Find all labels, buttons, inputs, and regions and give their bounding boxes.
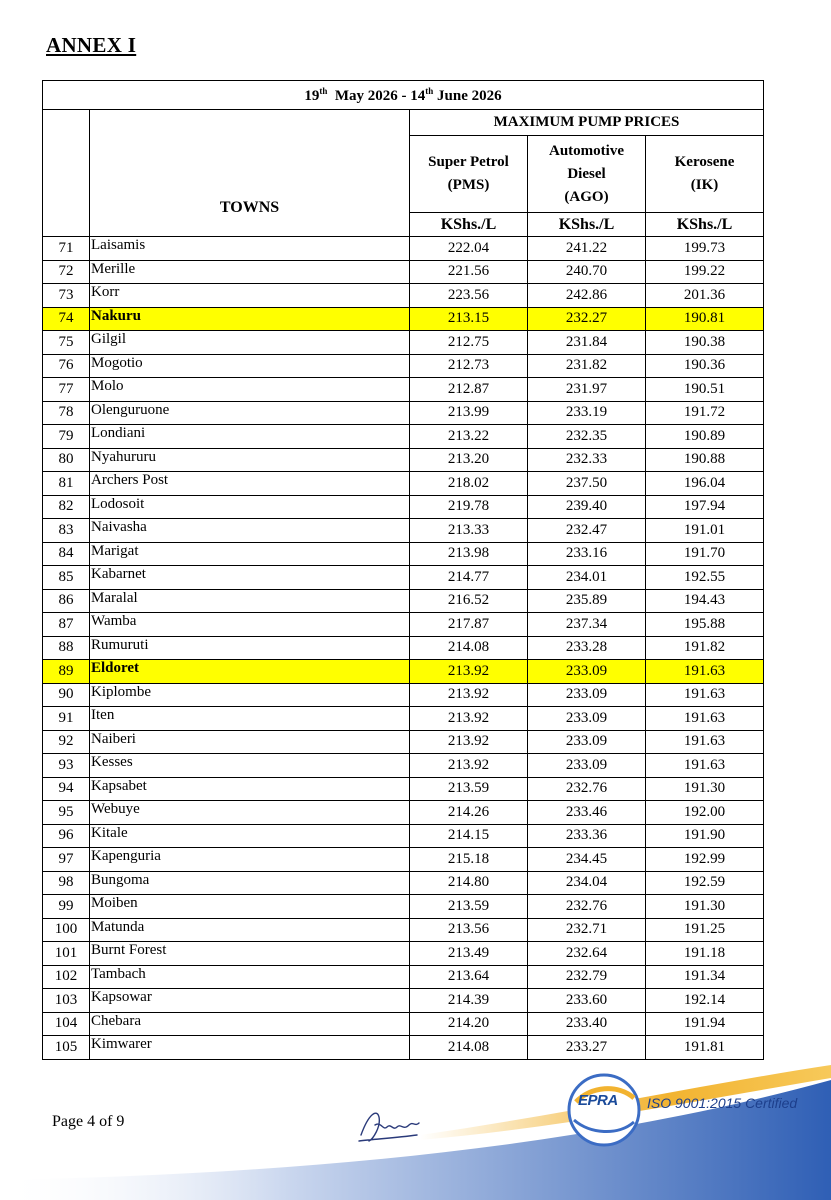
row-number: 77 <box>43 378 90 402</box>
price-pms: 222.04 <box>410 237 528 261</box>
row-number: 98 <box>43 871 90 895</box>
price-ago: 233.09 <box>528 730 646 754</box>
price-ago: 232.33 <box>528 448 646 472</box>
price-ago: 232.47 <box>528 519 646 543</box>
row-number: 103 <box>43 989 90 1013</box>
fuel-ago-line3: (AGO) <box>564 188 609 205</box>
price-ik: 191.30 <box>646 895 764 919</box>
table-row <box>43 401 764 425</box>
town-name: Olenguruone <box>90 401 410 425</box>
price-pms: 213.15 <box>410 307 528 331</box>
price-ik: 190.81 <box>646 307 764 331</box>
price-ik: 201.36 <box>646 284 764 308</box>
price-ago: 233.19 <box>528 401 646 425</box>
table-row <box>43 707 764 731</box>
price-ago: 233.09 <box>528 683 646 707</box>
row-number: 74 <box>43 307 90 331</box>
town-name: Chebara <box>90 1012 410 1036</box>
table-row <box>43 1012 764 1036</box>
price-ik: 191.34 <box>646 965 764 989</box>
towns-header: TOWNS <box>90 110 410 237</box>
town-name: Iten <box>90 707 410 731</box>
row-number: 78 <box>43 401 90 425</box>
town-name: Londiani <box>90 425 410 449</box>
unit-pms: KShs./L <box>410 213 528 237</box>
row-number: 93 <box>43 754 90 778</box>
row-number: 79 <box>43 425 90 449</box>
pump-prices-table <box>42 80 764 1060</box>
town-name: Rumuruti <box>90 636 410 660</box>
price-ago: 239.40 <box>528 495 646 519</box>
table-row <box>43 237 764 261</box>
price-pms: 213.20 <box>410 448 528 472</box>
price-pms: 223.56 <box>410 284 528 308</box>
row-number: 100 <box>43 918 90 942</box>
price-pms: 213.92 <box>410 660 528 684</box>
price-rows <box>43 237 764 1060</box>
town-name: Archers Post <box>90 472 410 496</box>
table-row <box>43 425 764 449</box>
price-ago: 232.35 <box>528 425 646 449</box>
row-number: 82 <box>43 495 90 519</box>
town-name: Nyahururu <box>90 448 410 472</box>
price-ik: 191.94 <box>646 1012 764 1036</box>
price-ago: 233.09 <box>528 660 646 684</box>
price-pms: 221.56 <box>410 260 528 284</box>
price-ago: 234.04 <box>528 871 646 895</box>
price-pms: 214.39 <box>410 989 528 1013</box>
price-ik: 192.99 <box>646 848 764 872</box>
price-ago: 237.50 <box>528 472 646 496</box>
row-number: 75 <box>43 331 90 355</box>
price-ik: 191.30 <box>646 777 764 801</box>
price-pms: 213.98 <box>410 542 528 566</box>
row-number: 95 <box>43 801 90 825</box>
signature-image <box>355 1105 425 1147</box>
row-number: 72 <box>43 260 90 284</box>
town-name: Lodosoit <box>90 495 410 519</box>
row-number: 83 <box>43 519 90 543</box>
table-row <box>43 260 764 284</box>
price-pms: 212.73 <box>410 354 528 378</box>
row-number: 92 <box>43 730 90 754</box>
price-pms: 214.80 <box>410 871 528 895</box>
row-number: 71 <box>43 237 90 261</box>
town-name: Kapsowar <box>90 989 410 1013</box>
price-ago: 232.76 <box>528 777 646 801</box>
price-ago: 232.76 <box>528 895 646 919</box>
price-ik: 191.63 <box>646 683 764 707</box>
price-ik: 199.73 <box>646 237 764 261</box>
price-ago: 234.01 <box>528 566 646 590</box>
price-ago: 233.09 <box>528 754 646 778</box>
price-pms: 218.02 <box>410 472 528 496</box>
price-ago: 242.86 <box>528 284 646 308</box>
row-number: 76 <box>43 354 90 378</box>
row-number: 73 <box>43 284 90 308</box>
table-row <box>43 589 764 613</box>
town-name: Kimwarer <box>90 1036 410 1060</box>
price-pms: 213.92 <box>410 707 528 731</box>
table-row <box>43 895 764 919</box>
price-pms: 215.18 <box>410 848 528 872</box>
price-pms: 213.59 <box>410 777 528 801</box>
row-number: 94 <box>43 777 90 801</box>
price-ik: 191.81 <box>646 1036 764 1060</box>
row-number: 84 <box>43 542 90 566</box>
table-row <box>43 1036 764 1060</box>
price-pms: 217.87 <box>410 613 528 637</box>
price-pms: 213.56 <box>410 918 528 942</box>
table-row <box>43 801 764 825</box>
price-ago: 232.79 <box>528 965 646 989</box>
price-ik: 191.63 <box>646 730 764 754</box>
town-name: Korr <box>90 284 410 308</box>
town-name: Mogotio <box>90 354 410 378</box>
row-number: 102 <box>43 965 90 989</box>
price-ik: 191.01 <box>646 519 764 543</box>
price-pms: 213.92 <box>410 754 528 778</box>
table-row <box>43 448 764 472</box>
town-name: Gilgil <box>90 331 410 355</box>
price-ik: 191.90 <box>646 824 764 848</box>
table-row <box>43 871 764 895</box>
price-pms: 213.99 <box>410 401 528 425</box>
town-name: Eldoret <box>90 660 410 684</box>
town-name: Kesses <box>90 754 410 778</box>
unit-ik: KShs./L <box>646 213 764 237</box>
row-number: 96 <box>43 824 90 848</box>
row-number: 90 <box>43 683 90 707</box>
table-row <box>43 777 764 801</box>
table-row <box>43 472 764 496</box>
row-number: 101 <box>43 942 90 966</box>
row-number: 80 <box>43 448 90 472</box>
price-ik: 190.89 <box>646 425 764 449</box>
town-name: Maralal <box>90 589 410 613</box>
table-row <box>43 378 764 402</box>
table-row <box>43 848 764 872</box>
price-ik: 192.59 <box>646 871 764 895</box>
fuel-header-ago <box>528 136 646 213</box>
table-row <box>43 918 764 942</box>
price-pms: 212.75 <box>410 331 528 355</box>
row-number: 85 <box>43 566 90 590</box>
price-ik: 199.22 <box>646 260 764 284</box>
town-name: Burnt Forest <box>90 942 410 966</box>
row-number: 86 <box>43 589 90 613</box>
price-ago: 235.89 <box>528 589 646 613</box>
price-pms: 214.77 <box>410 566 528 590</box>
fuel-header-ik <box>646 136 764 213</box>
price-ik: 195.88 <box>646 613 764 637</box>
price-pms: 214.20 <box>410 1012 528 1036</box>
price-pms: 213.92 <box>410 730 528 754</box>
town-name: Nakuru <box>90 307 410 331</box>
price-ago: 233.40 <box>528 1012 646 1036</box>
price-ik: 191.63 <box>646 707 764 731</box>
annex-title: ANNEX I <box>46 33 137 57</box>
price-pms: 214.26 <box>410 801 528 825</box>
price-ik: 191.70 <box>646 542 764 566</box>
price-ago: 233.28 <box>528 636 646 660</box>
epra-logo-icon <box>566 1072 642 1148</box>
fuel-pms-line2: (PMS) <box>447 177 490 193</box>
price-ago: 232.71 <box>528 918 646 942</box>
period-start-day: 19 <box>304 87 320 104</box>
price-ago: 234.45 <box>528 848 646 872</box>
price-pms: 214.15 <box>410 824 528 848</box>
price-pms: 214.08 <box>410 1036 528 1060</box>
row-number: 97 <box>43 848 90 872</box>
price-ik: 191.72 <box>646 401 764 425</box>
price-ik: 192.14 <box>646 989 764 1013</box>
table-row <box>43 354 764 378</box>
fuel-ago-line2: Diesel <box>567 165 606 182</box>
unit-ago: KShs./L <box>528 213 646 237</box>
town-name: Laisamis <box>90 237 410 261</box>
price-ago: 233.60 <box>528 989 646 1013</box>
fuel-pms-line1: Super Petrol <box>428 154 509 170</box>
row-number: 104 <box>43 1012 90 1036</box>
table-row <box>43 660 764 684</box>
price-ago: 241.22 <box>528 237 646 261</box>
town-name: Kitale <box>90 824 410 848</box>
table-row <box>43 519 764 543</box>
price-ik: 190.88 <box>646 448 764 472</box>
town-name: Webuye <box>90 801 410 825</box>
page-number: Page 4 of 9 <box>52 1113 125 1130</box>
pricing-period <box>43 81 764 110</box>
price-ik: 191.63 <box>646 660 764 684</box>
price-ik: 191.63 <box>646 754 764 778</box>
price-ik: 191.82 <box>646 636 764 660</box>
price-ago: 231.84 <box>528 331 646 355</box>
period-end-rest: June 2026 <box>437 87 502 104</box>
row-number: 91 <box>43 707 90 731</box>
town-name: Naivasha <box>90 519 410 543</box>
price-pms: 213.64 <box>410 965 528 989</box>
town-name: Kabarnet <box>90 566 410 590</box>
price-ago: 232.27 <box>528 307 646 331</box>
price-ago: 237.34 <box>528 613 646 637</box>
price-ik: 197.94 <box>646 495 764 519</box>
table-row <box>43 730 764 754</box>
epra-logo-text: EPRA <box>578 1092 618 1109</box>
row-number: 105 <box>43 1036 90 1060</box>
table-row <box>43 965 764 989</box>
price-pms: 216.52 <box>410 589 528 613</box>
period-start-rest: May 2026 - 14 <box>334 87 426 104</box>
table-row <box>43 542 764 566</box>
price-pms: 214.08 <box>410 636 528 660</box>
price-ik: 191.18 <box>646 942 764 966</box>
table-row <box>43 754 764 778</box>
town-name: Bungoma <box>90 871 410 895</box>
price-ago: 232.64 <box>528 942 646 966</box>
town-name: Kapsabet <box>90 777 410 801</box>
price-pms: 219.78 <box>410 495 528 519</box>
town-name: Kiplombe <box>90 683 410 707</box>
row-number: 99 <box>43 895 90 919</box>
price-pms: 212.87 <box>410 378 528 402</box>
period-end-suffix: th <box>425 85 434 96</box>
price-ago: 233.46 <box>528 801 646 825</box>
price-ik: 191.25 <box>646 918 764 942</box>
town-name: Kapenguria <box>90 848 410 872</box>
price-pms: 213.92 <box>410 683 528 707</box>
town-name: Moiben <box>90 895 410 919</box>
fuel-ik-line1: Kerosene <box>674 154 735 170</box>
price-ik: 194.43 <box>646 589 764 613</box>
price-pms: 213.59 <box>410 895 528 919</box>
fuel-ik-line2: (IK) <box>690 177 719 193</box>
table-row <box>43 566 764 590</box>
max-pump-prices-header: MAXIMUM PUMP PRICES <box>410 110 764 136</box>
table-row <box>43 942 764 966</box>
price-ago: 231.82 <box>528 354 646 378</box>
town-name: Wamba <box>90 613 410 637</box>
price-ik: 192.55 <box>646 566 764 590</box>
table-row <box>43 989 764 1013</box>
period-start-suffix: th <box>319 85 328 96</box>
row-number: 81 <box>43 472 90 496</box>
price-ago: 233.36 <box>528 824 646 848</box>
price-ago: 231.97 <box>528 378 646 402</box>
town-name: Naiberi <box>90 730 410 754</box>
price-ik: 190.51 <box>646 378 764 402</box>
fuel-header-pms <box>410 136 528 213</box>
price-pms: 213.49 <box>410 942 528 966</box>
town-name: Tambach <box>90 965 410 989</box>
price-ik: 196.04 <box>646 472 764 496</box>
price-ago: 233.09 <box>528 707 646 731</box>
table-row <box>43 824 764 848</box>
town-name: Marigat <box>90 542 410 566</box>
price-ik: 190.38 <box>646 331 764 355</box>
town-name: Matunda <box>90 918 410 942</box>
fuel-ago-line1: Automotive <box>549 142 624 159</box>
iso-certification: ISO 9001:2015 Certified <box>647 1095 798 1111</box>
price-pms: 213.22 <box>410 425 528 449</box>
table-row <box>43 636 764 660</box>
price-ago: 233.16 <box>528 542 646 566</box>
table-row <box>43 307 764 331</box>
num-header-cell <box>43 110 90 237</box>
row-number: 87 <box>43 613 90 637</box>
town-name: Molo <box>90 378 410 402</box>
price-ago: 240.70 <box>528 260 646 284</box>
table-row <box>43 613 764 637</box>
table-row <box>43 683 764 707</box>
row-number: 88 <box>43 636 90 660</box>
row-number: 89 <box>43 660 90 684</box>
table-row <box>43 331 764 355</box>
table-row <box>43 495 764 519</box>
price-ik: 190.36 <box>646 354 764 378</box>
price-pms: 213.33 <box>410 519 528 543</box>
table-row <box>43 284 764 308</box>
town-name: Merille <box>90 260 410 284</box>
price-ago: 233.27 <box>528 1036 646 1060</box>
price-ik: 192.00 <box>646 801 764 825</box>
